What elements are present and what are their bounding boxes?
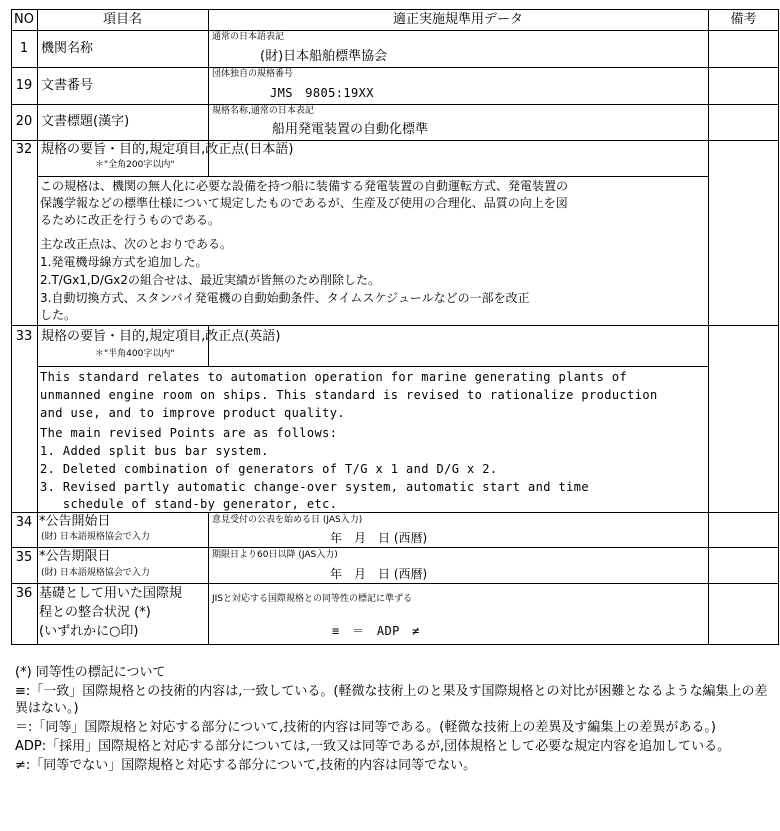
row-divider <box>11 140 779 141</box>
header-item: 項目名 <box>102 12 142 27</box>
row-divider <box>11 104 779 105</box>
row-hint: ＊"全角200字以内" <box>95 160 175 170</box>
row-divider <box>11 547 779 548</box>
note-item: ＝:「同等」国際規格と対応する部分について,技術的内容は同等である。(軽微な技術上の差異及す編集上の差異がある。) <box>15 720 716 735</box>
row-hint: 意見受付の公表を始める日 (JAS入力) <box>212 515 363 525</box>
summary-en-line: unmanned engine room on ships. This standard is revised to rationalize production <box>40 388 658 402</box>
row-divider <box>11 512 779 513</box>
header-data: 適正実施規準用データ <box>392 12 523 27</box>
row-item: 文書番号 <box>41 78 94 93</box>
row-no: 36 <box>15 586 33 601</box>
col-divider <box>37 9 38 645</box>
row-divider <box>11 67 779 68</box>
summary-jp-line: 1.発電機母線方式を追加した。 <box>40 255 208 269</box>
row-hint: ＊"半角400字以内" <box>95 349 175 359</box>
summary-jp-line: 保護学報などの標準仕様について規定したものであるが、生産及び使用の合理化、品質の向上を図 <box>40 196 568 210</box>
row-item: 基礎として用いた国際規 <box>39 586 183 601</box>
col-divider <box>208 512 209 645</box>
row-divider <box>11 30 779 31</box>
summary-en-line: The main revised Points are as follows: <box>40 426 338 440</box>
note-item: ≡:「一致」国際規格との技術的内容は,一致している。(軽微な技術上のと果及す国際規格との対比が困難となるような編集上の差異はない。) <box>15 684 768 716</box>
row-no: 33 <box>15 329 33 344</box>
row-divider <box>37 366 708 367</box>
summary-jp-line: 2.T/Gx1,D/Gx2の組合せは、最近実績が皆無のため削除した。 <box>40 273 380 287</box>
note-item: ≠:「同等でない」国際規格と対応する部分について,技術的内容は同等でない。 <box>15 758 477 773</box>
summary-en-line: schedule of stand-by generator, etc. <box>40 497 338 511</box>
row-sub: (財) 日本語規格協会で入力 <box>41 532 150 542</box>
row-no: 34 <box>15 515 33 530</box>
row-value: 年 月 日 (西暦) <box>330 567 428 581</box>
summary-en-line: and use, and to improve product quality. <box>40 406 345 420</box>
row-divider <box>11 583 779 584</box>
summary-jp-line: 主な改正点は、次のとおりである。 <box>40 237 233 251</box>
equivalence-notes <box>15 664 775 776</box>
row-value: 船用発電装置の自動化標準 <box>272 122 429 137</box>
row-no: 20 <box>15 114 33 129</box>
row-hint: 団体独自の規格番号 <box>212 69 294 79</box>
row-hint: 通常の日本語表記 <box>212 32 285 42</box>
row-hint: JISと対応する国際規格との同等性の標記に準ずる <box>212 594 413 604</box>
summary-jp-line: るために改正を行うものである。 <box>40 213 221 227</box>
row-item: (いずれかに○印) <box>39 624 139 639</box>
summary-jp-line: 3.自動切換方式、スタンバイ発電機の自動始動条件、タイムスケジュールなどの一部を改正 <box>40 291 530 305</box>
equivalence-symbols: ≡ ＝ ADP ≠ <box>332 624 420 638</box>
summary-en-line: 3. Revised partly automatic change-over system, automatic start and time <box>40 480 589 494</box>
row-item: 程との整合状況 (*) <box>39 605 151 620</box>
row-hint: 期限日より60日以降 (JAS入力) <box>212 550 338 560</box>
row-value: JMS 9805:19XX <box>270 86 374 100</box>
row-hint: 規格名称,通常の日本表記 <box>212 106 314 116</box>
row-no: 35 <box>15 550 33 565</box>
row-item: *公告開始日 <box>39 514 111 529</box>
row-no: 1 <box>19 41 29 56</box>
header-no: NO <box>14 12 34 27</box>
row-divider <box>37 176 708 177</box>
row-divider <box>11 325 779 326</box>
row-no: 32 <box>15 142 33 157</box>
row-item: *公告期限日 <box>39 549 111 564</box>
row-item: 規格の要旨・目的,規定項目,改正点(日本語) <box>41 142 294 157</box>
row-no: 19 <box>15 78 33 93</box>
summary-en-line: This standard relates to automation operation for marine generating plants of <box>40 370 628 384</box>
header-remarks: 備考 <box>730 12 757 27</box>
note-item: ADP:「採用」国際規格と対応する部分については,一致又は同等であるが,団体規格として必要な規定内容を追加している。 <box>15 739 731 754</box>
summary-jp-line: した。 <box>40 308 77 322</box>
row-item: 文書標題(漢字) <box>41 114 130 129</box>
row-value: 年 月 日 (西暦) <box>330 531 428 545</box>
row-item: 規格の要旨・目的,規定項目,改正点(英語) <box>41 329 281 344</box>
summary-en-line: 1. Added split bus bar system. <box>40 444 269 458</box>
row-sub: (財) 日本語規格協会で入力 <box>41 568 150 578</box>
notes-title: (*) 同等性の標記について <box>15 665 166 680</box>
summary-en-line: 2. Deleted combination of generators of T/G x 1 and D/G x 2. <box>40 462 498 476</box>
row-item: 機関名称 <box>41 41 94 56</box>
col-divider <box>708 9 709 645</box>
summary-jp-line: この規格は、機関の無人化に必要な設備を持つ船に装備する発電装置の自動運転方式、発電装置の <box>40 179 569 193</box>
row-value: (財)日本船舶標準協会 <box>260 49 388 64</box>
